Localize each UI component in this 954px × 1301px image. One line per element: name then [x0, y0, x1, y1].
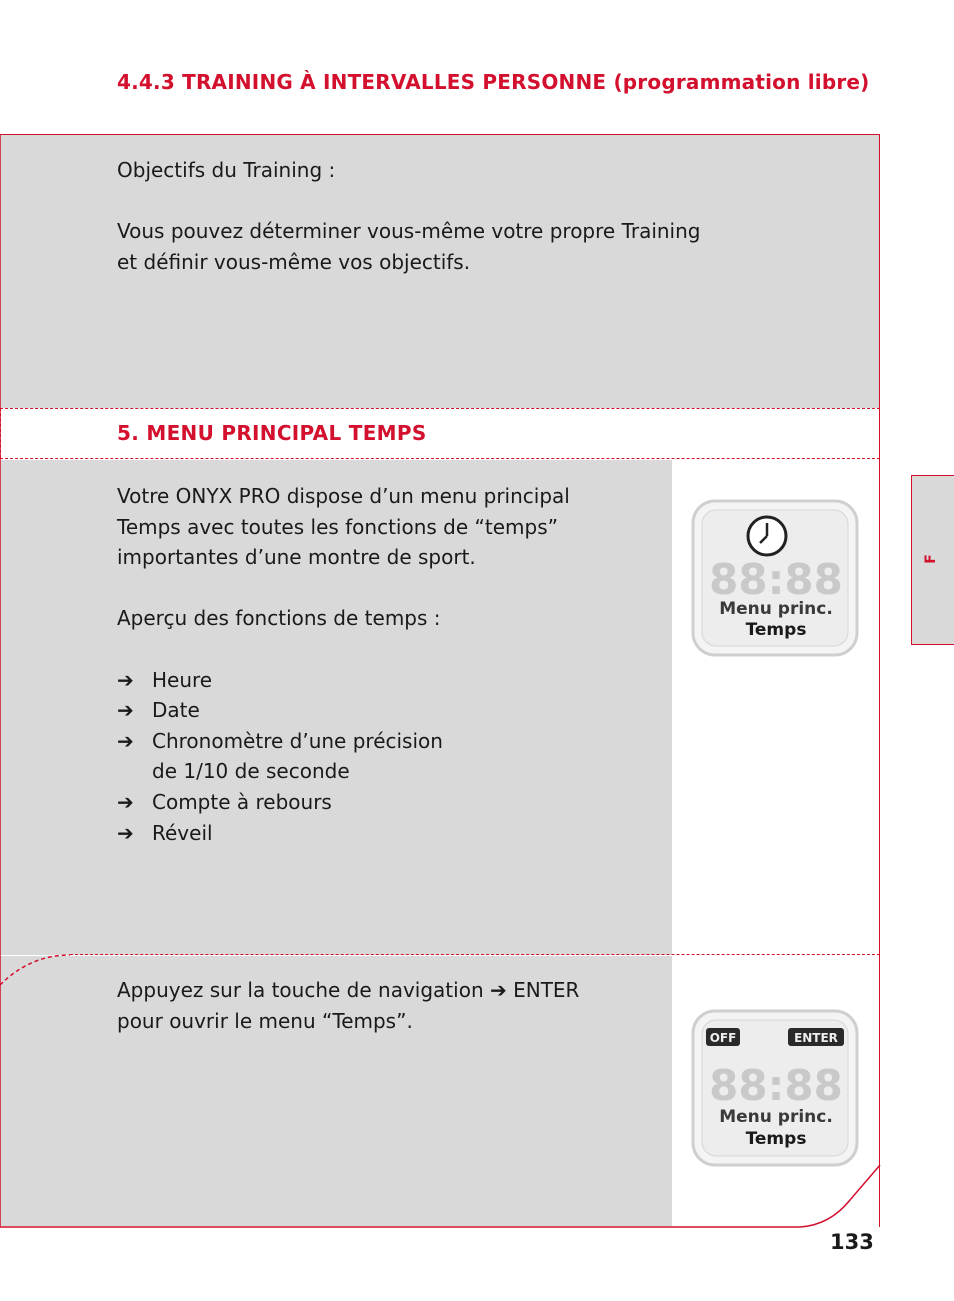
- section5-text: [117, 481, 570, 848]
- arrow-right-icon: ➔: [489, 978, 507, 1002]
- enter-text: [117, 975, 579, 1036]
- training-description-line1: Vous pouvez déterminer vous-même votre propre Training: [117, 219, 701, 244]
- separator-bottom: [70, 954, 880, 955]
- arrow-right-icon: ➔: [117, 789, 134, 814]
- language-tab: [911, 475, 954, 645]
- training-description-line2: et définir vous-même vos objectifs.: [117, 249, 471, 274]
- heading-main: 4.4.3 TRAINING À INTERVALLES PERSONNE: [117, 70, 607, 94]
- watch-line2: Temps: [745, 1129, 807, 1149]
- page-number: 133: [830, 1230, 874, 1254]
- enter-button-label: [788, 1028, 844, 1046]
- arrow-right-icon: ➔: [117, 820, 134, 845]
- section5-overview: Aperçu des fonctions de temps :: [117, 606, 441, 631]
- watch-display-1: [690, 498, 860, 658]
- arrow-right-icon: ➔: [117, 698, 134, 723]
- list-item: ➔ Heure: [117, 665, 570, 696]
- clock-icon: [748, 517, 786, 555]
- watch-digits: 88:88: [709, 1061, 843, 1110]
- watch-digits: 88:88: [709, 555, 843, 604]
- watch-line1: Menu princ.: [719, 599, 833, 619]
- list-item: ➔ Réveil: [117, 818, 570, 849]
- arrow-right-icon: ➔: [117, 728, 134, 753]
- enter-line2: pour ouvrir le menu “Temps”.: [117, 1008, 413, 1033]
- svg-text:OFF: OFF: [709, 1031, 737, 1045]
- section5-intro-line3: importantes d’une montre de sport.: [117, 545, 476, 570]
- training-objectives-label: Objectifs du Training :: [117, 158, 336, 182]
- time-functions-list: [117, 665, 570, 849]
- separator-top: [0, 408, 880, 409]
- training-text: [117, 155, 701, 277]
- arrow-right-icon: ➔: [117, 667, 134, 692]
- watch-line2: Temps: [745, 620, 807, 640]
- list-item: ➔ Compte à rebours: [117, 787, 570, 818]
- list-item: ➔ Chronomètre d’une précision de 1/10 de seconde: [117, 726, 570, 787]
- watch-display-2: [690, 1008, 860, 1168]
- separator-mid: [0, 458, 880, 459]
- off-button-label: [706, 1028, 740, 1046]
- section5-intro-line1: Votre ONYX PRO dispose d’un menu principal: [117, 484, 570, 508]
- heading-paren: (programmation libre): [613, 70, 870, 94]
- section-title-left-edge: [0, 408, 1, 458]
- enter-line1: Appuyez sur la touche de navigation ➔ ENTER: [117, 978, 580, 1002]
- list-item: ➔ Date: [117, 695, 570, 726]
- section-title: 5. MENU PRINCIPAL TEMPS: [117, 421, 427, 445]
- watch-line1: Menu princ.: [719, 1107, 833, 1127]
- section5-intro-line2: Temps avec toutes les fonctions de “temps”: [117, 514, 559, 539]
- list-item-continuation: de 1/10 de seconde: [152, 759, 350, 784]
- svg-text:ENTER: ENTER: [794, 1031, 838, 1045]
- language-tab-label: F: [922, 554, 939, 564]
